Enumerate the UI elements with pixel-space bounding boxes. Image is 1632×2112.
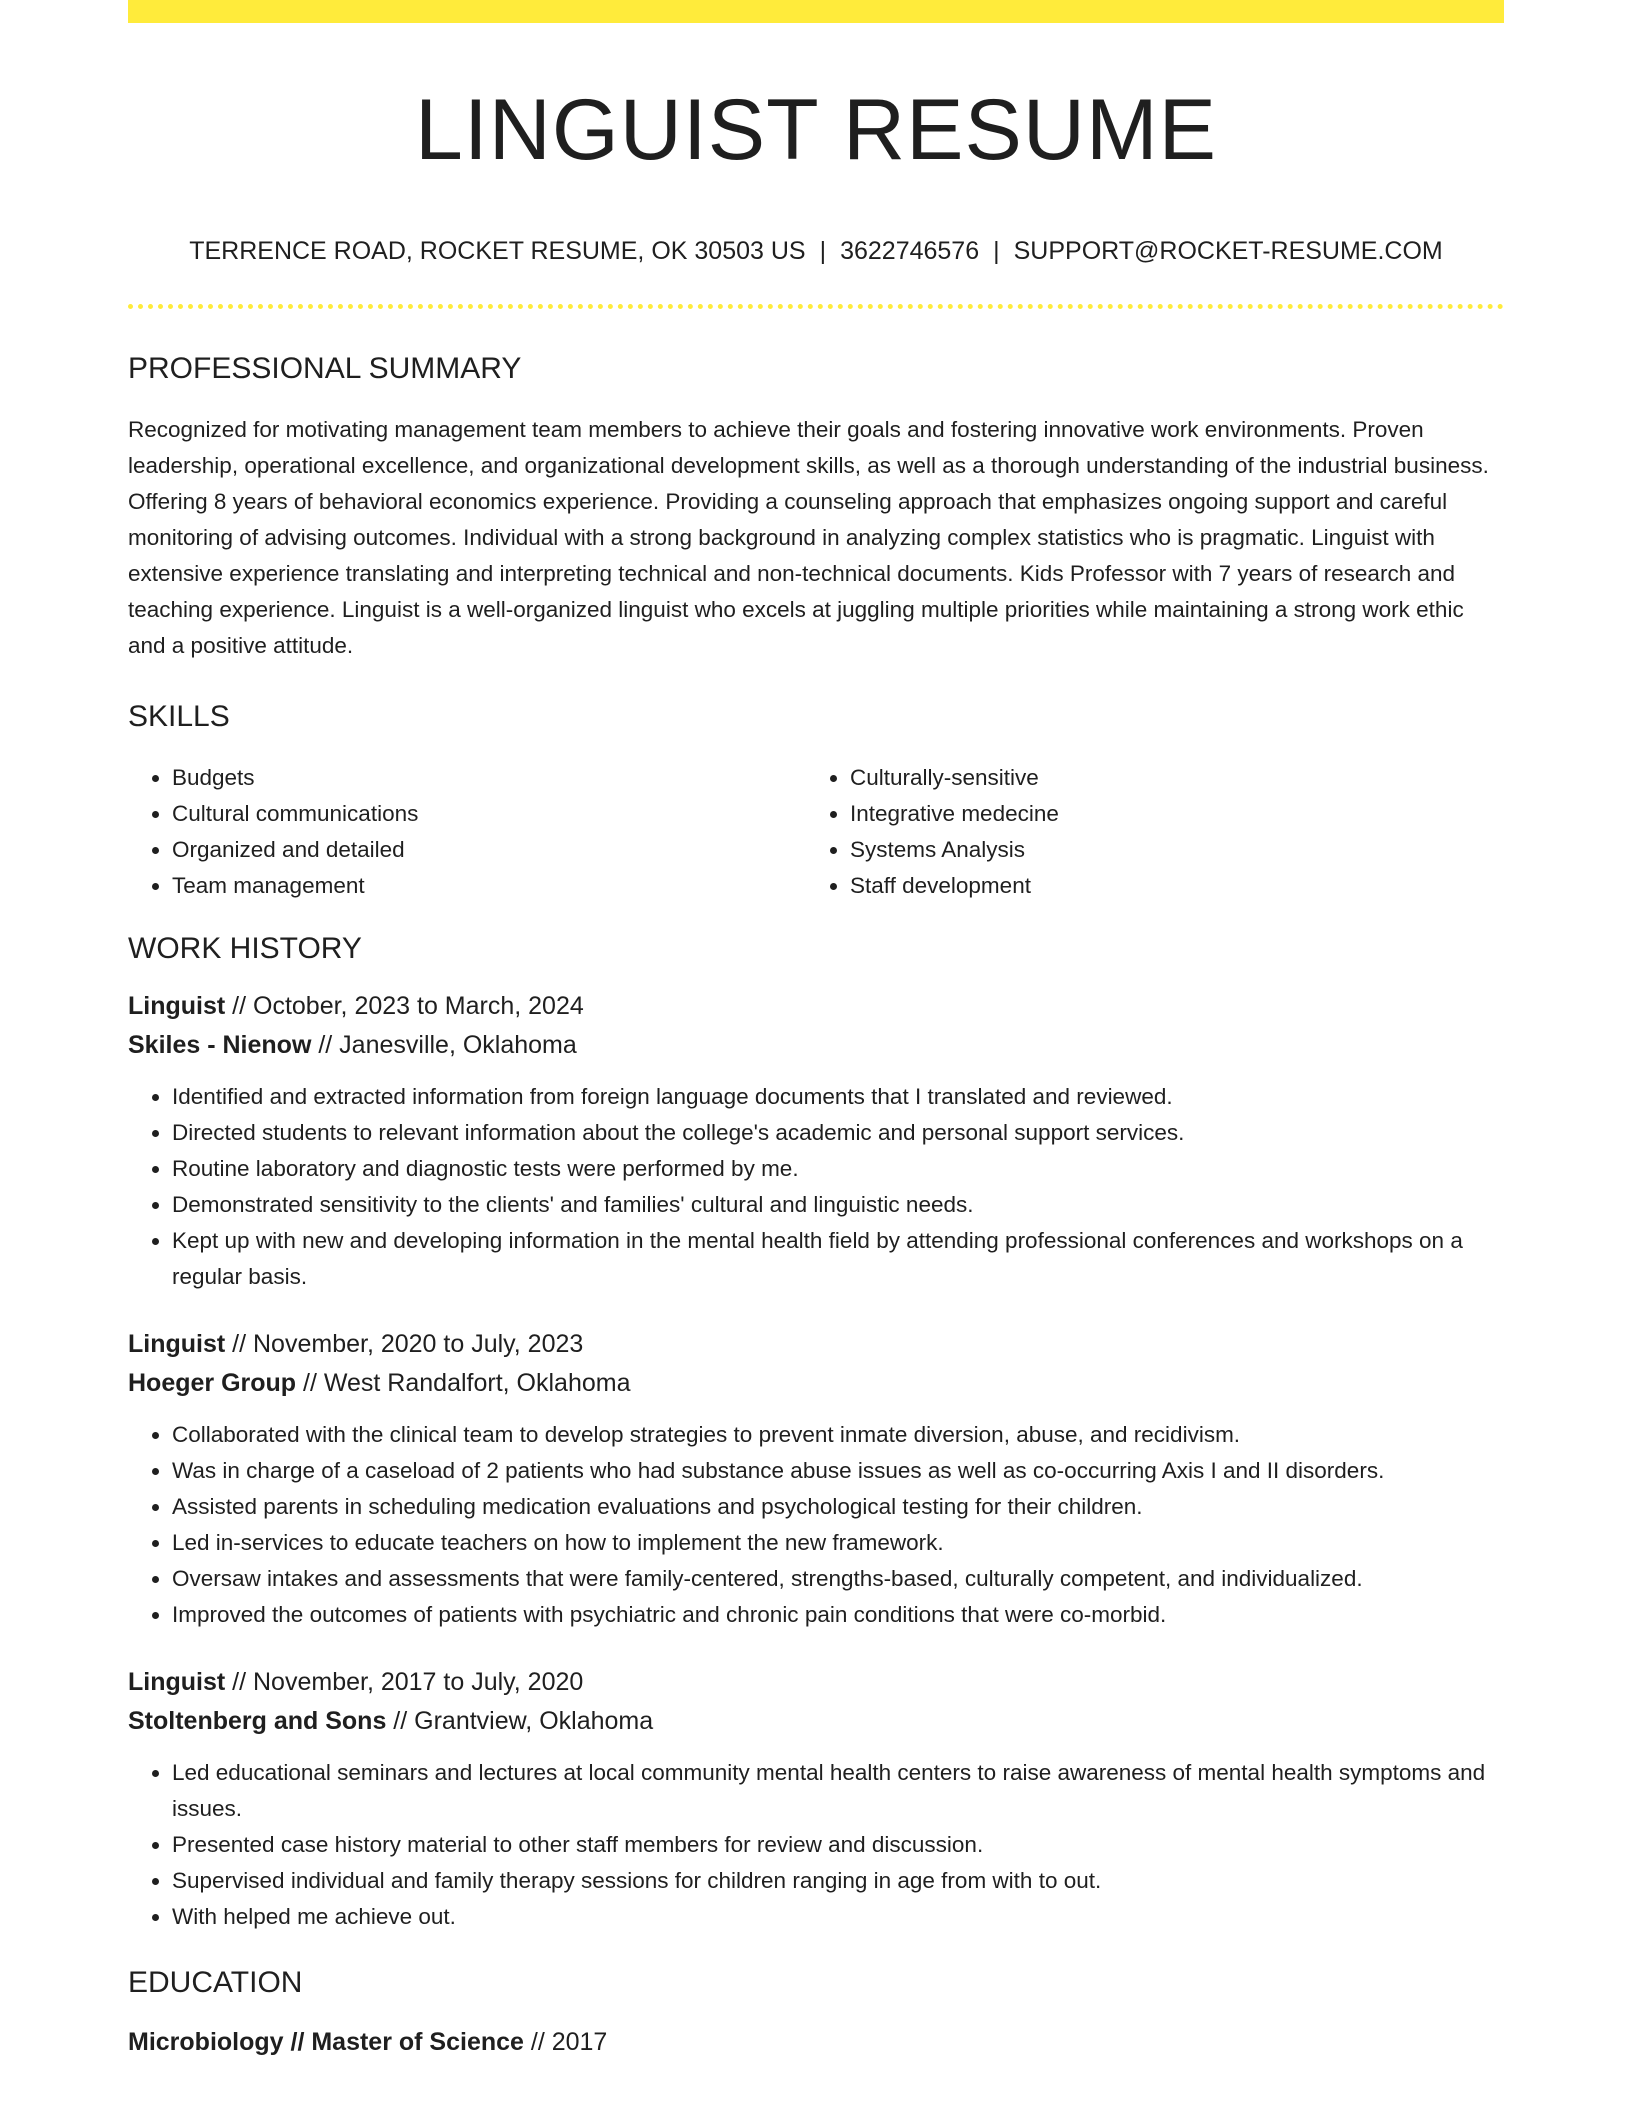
job-bullet: • With helped me achieve out. (172, 1899, 1504, 1935)
job-company-line (128, 1026, 1504, 1065)
skills-column-left (128, 760, 806, 904)
job-entry (128, 1325, 1504, 1633)
skill-item: • Team management (172, 868, 806, 904)
skills-list (128, 760, 1504, 904)
job-title: Linguist (128, 1329, 226, 1358)
job-dates: // November, 2020 to July, 2023 (225, 1329, 584, 1358)
job-title-line (128, 987, 1504, 1026)
job-company: Skiles - Nienow (128, 1030, 312, 1059)
job-bullet: • Supervised individual and family therapy sessions for children ranging in age from with to out. (172, 1863, 1504, 1899)
job-entry (128, 987, 1504, 1295)
skill-item: • Staff development (850, 868, 1484, 904)
job-company: Hoeger Group (128, 1368, 297, 1397)
work-history-heading: WORK HISTORY (128, 931, 362, 965)
contact-separator: | (819, 236, 827, 265)
job-bullet: • Oversaw intakes and assessments that were family-centered, strengths-based, culturally competent, and individualized. (172, 1561, 1504, 1597)
skill-item: • Culturally-sensitive (850, 760, 1484, 796)
job-entry (128, 1663, 1504, 1935)
skill-item: • Integrative medecine (850, 796, 1484, 832)
resume-title: LINGUIST RESUME (415, 82, 1217, 178)
summary-text: Recognized for motivating management team members to achieve their goals and fostering innovative work environments. Proven leadership, operational excellence, and organizational development skills, as well as a thorough understanding of the industrial business. Offering 8 years of behavioral economics experience. Providing a counseling approach that emphasizes ongoing support and careful monitoring of advising outcomes. Individual with a strong background in analyzing complex statistics who is pragmatic. Linguist with extensive experience translating and interpreting technical and non-technical documents. Kids Professor with 7 years of research and teaching experience. Linguist is a well-organized linguist who excels at juggling multiple priorities while maintaining a strong work ethic and a positive attitude. (128, 416, 1489, 658)
contact-email: SUPPORT@ROCKET-RESUME.COM (1013, 236, 1443, 265)
resume-page (128, 0, 1504, 2087)
job-bullet: • Collaborated with the clinical team to develop strategies to prevent inmate diversion, abuse, and recidivism. (172, 1417, 1504, 1453)
contact-phone: 3622746576 (840, 236, 980, 265)
job-bullet: • Directed students to relevant information about the college's academic and personal support services. (172, 1115, 1504, 1151)
job-bullet: • Demonstrated sensitivity to the clients' and families' cultural and linguistic needs. (172, 1187, 1504, 1223)
job-company-line (128, 1364, 1504, 1403)
job-bullets (128, 1755, 1504, 1935)
job-bullet: • Led in-services to educate teachers on how to implement the new framework. (172, 1525, 1504, 1561)
summary-heading: PROFESSIONAL SUMMARY (128, 351, 522, 385)
job-bullet: • Kept up with new and developing information in the mental health field by attending professional conferences and workshops on a regular basis. (172, 1223, 1504, 1295)
job-company-line (128, 1702, 1504, 1741)
job-title-line (128, 1325, 1504, 1364)
job-bullet: • Improved the outcomes of patients with psychiatric and chronic pain conditions that were co-morbid. (172, 1597, 1504, 1633)
skills-heading: SKILLS (128, 699, 230, 733)
job-company: Stoltenberg and Sons (128, 1706, 387, 1735)
skill-item: • Cultural communications (172, 796, 806, 832)
contact-line (128, 236, 1504, 266)
skill-item: • Budgets (172, 760, 806, 796)
contact-separator: | (993, 236, 1000, 265)
job-location: // Janesville, Oklahoma (311, 1030, 577, 1059)
job-title-line (128, 1663, 1504, 1702)
job-bullets (128, 1079, 1504, 1295)
job-dates: // October, 2023 to March, 2024 (225, 991, 584, 1020)
education-year: // 2017 (523, 2027, 608, 2056)
contact-address: TERRENCE ROAD, ROCKET RESUME, OK 30503 US (189, 236, 806, 265)
skill-item: • Organized and detailed (172, 832, 806, 868)
education-heading: EDUCATION (128, 1965, 303, 1999)
job-dates: // November, 2017 to July, 2020 (225, 1667, 584, 1696)
job-bullet: • Presented case history material to other staff members for review and discussion. (172, 1827, 1504, 1863)
education-entry (128, 2023, 1504, 2062)
header-divider (128, 304, 1504, 309)
education-field-degree: Microbiology // Master of Science (128, 2027, 524, 2056)
top-accent-bar (128, 0, 1504, 23)
skills-column-right (806, 760, 1484, 904)
job-bullets (128, 1417, 1504, 1633)
job-location: // West Randalfort, Oklahoma (296, 1368, 631, 1397)
job-bullet: • Assisted parents in scheduling medication evaluations and psychological testing for their children. (172, 1489, 1504, 1525)
job-bullet: • Led educational seminars and lectures at local community mental health centers to raise awareness of mental health symptoms and issues. (172, 1755, 1504, 1827)
job-bullet: • Identified and extracted information from foreign language documents that I translated and reviewed. (172, 1079, 1504, 1115)
skill-item: • Systems Analysis (850, 832, 1484, 868)
job-title: Linguist (128, 1667, 226, 1696)
job-title: Linguist (128, 991, 226, 1020)
job-bullet: • Was in charge of a caseload of 2 patients who had substance abuse issues as well as co-occurring Axis I and II disorders. (172, 1453, 1504, 1489)
job-bullet: • Routine laboratory and diagnostic tests were performed by me. (172, 1151, 1504, 1187)
job-location: // Grantview, Oklahoma (386, 1706, 654, 1735)
